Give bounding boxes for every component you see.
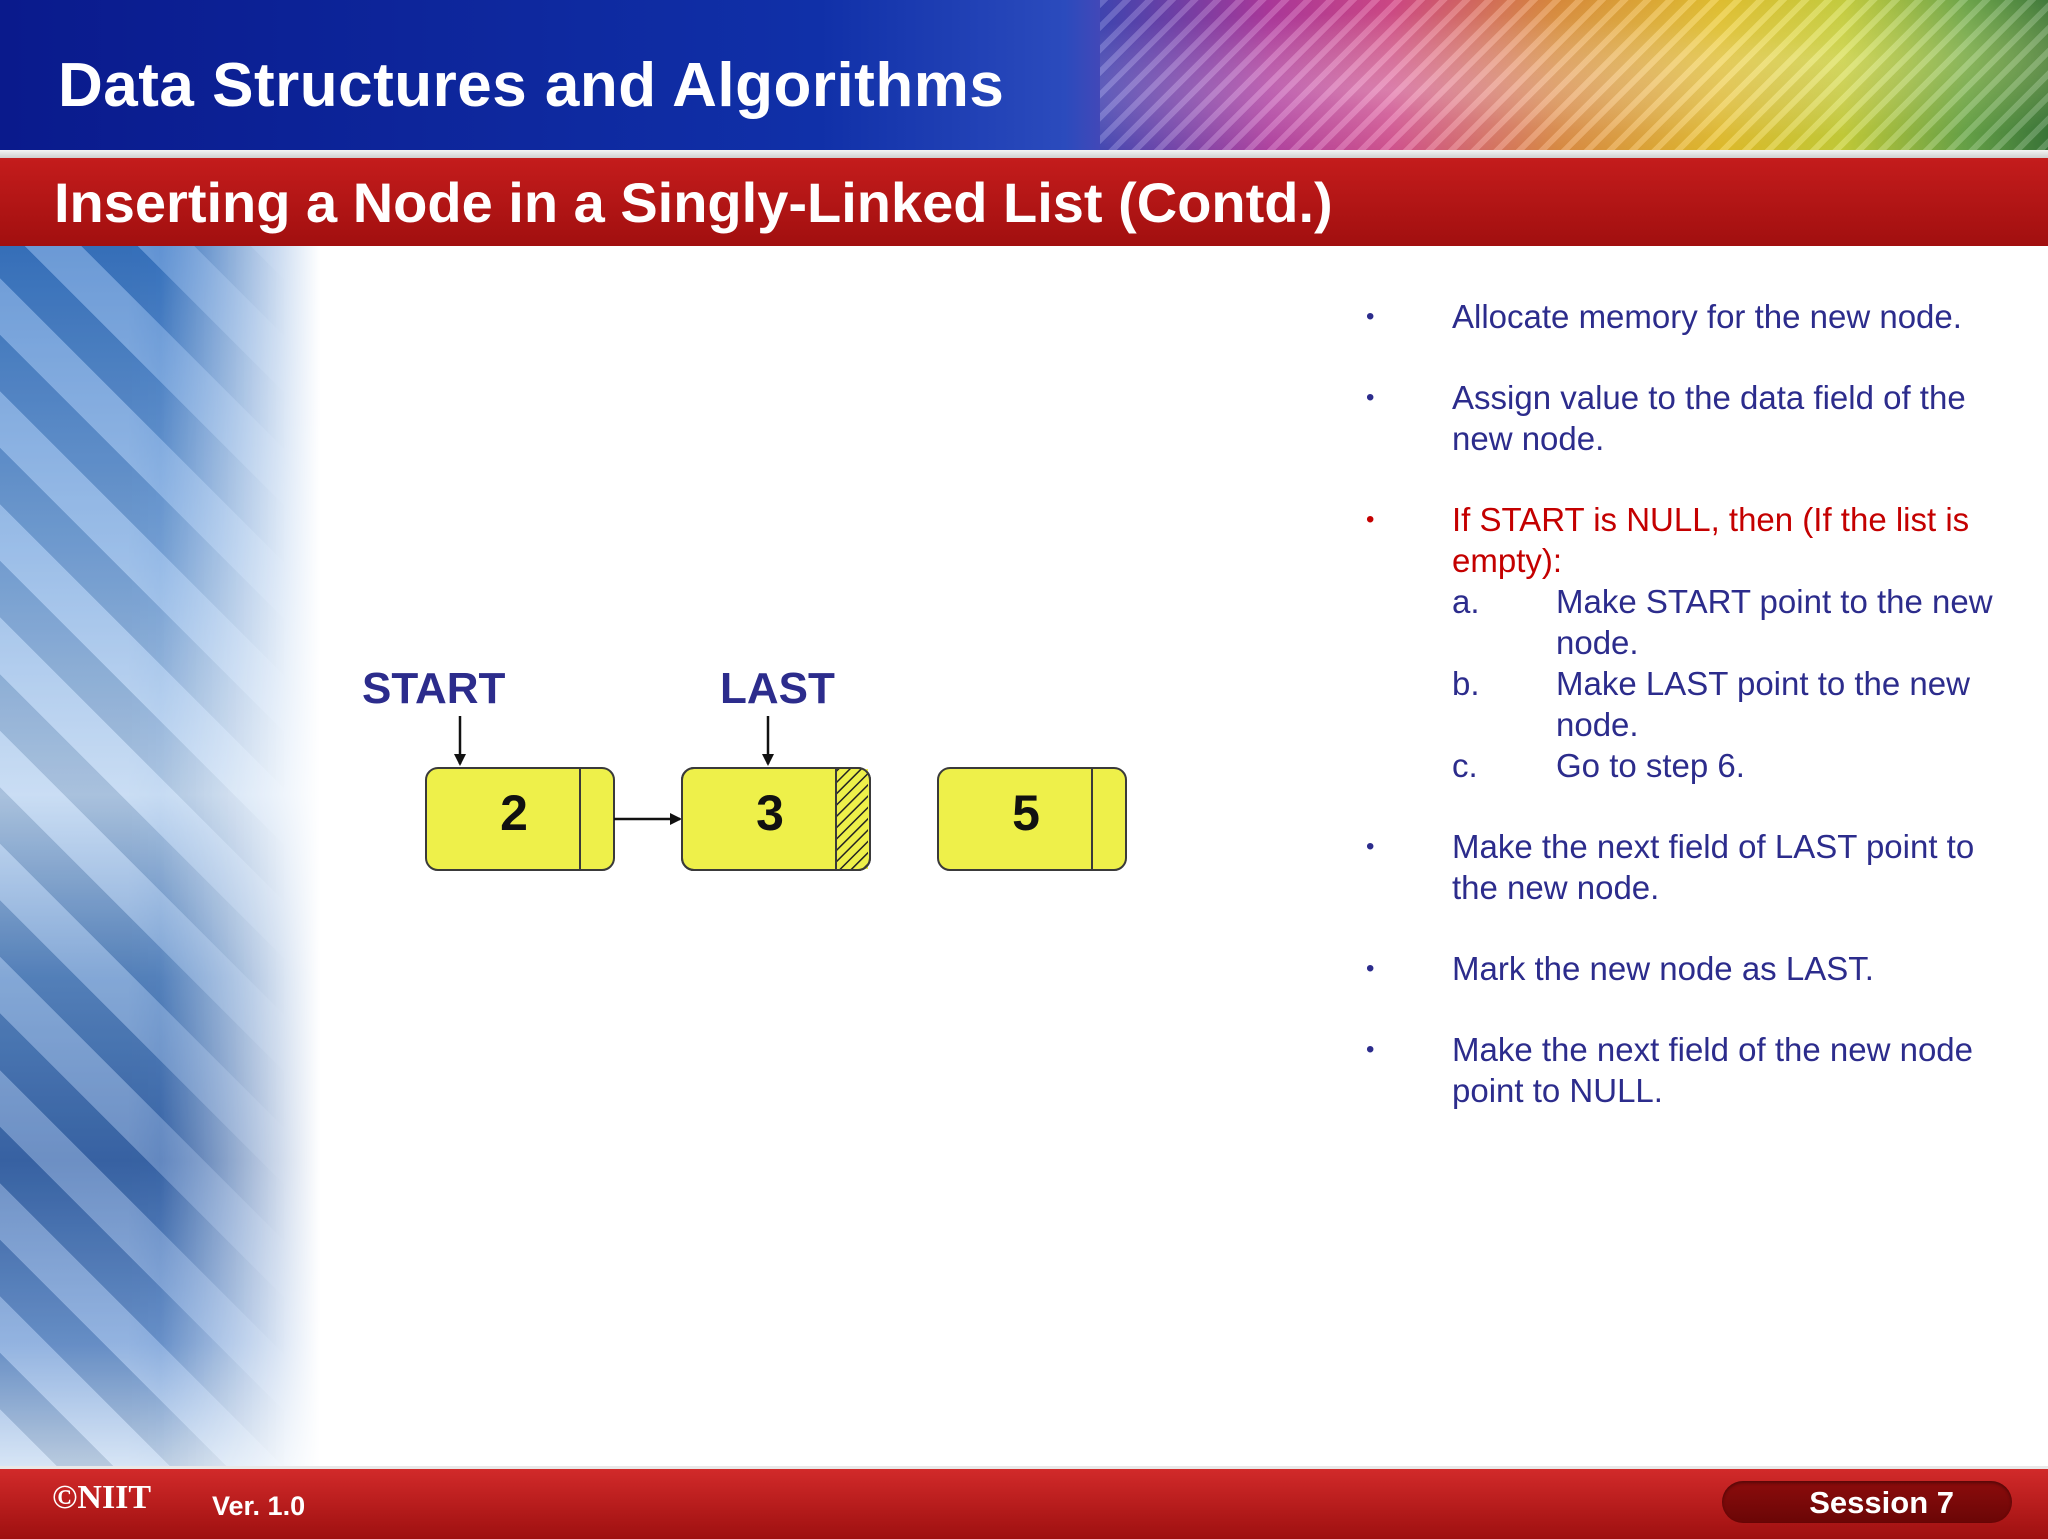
- session-label: Session 7: [1809, 1485, 1954, 1520]
- sub-step-text: Go to step 6.: [1556, 747, 1745, 784]
- step-item: [1360, 1029, 2010, 1111]
- sub-step-marker: a.: [1452, 583, 1480, 620]
- bullet-icon: •: [1366, 1036, 1375, 1063]
- null-next-field: [836, 769, 868, 869]
- bullet-icon: •: [1366, 833, 1375, 860]
- start-pointer-label: START: [362, 664, 506, 713]
- sub-step-text: Make LAST point to the new node.: [1556, 665, 1970, 743]
- step-item-current: [1360, 499, 2010, 786]
- bullet-icon: •: [1366, 384, 1375, 411]
- sub-step-item: [1452, 663, 2010, 745]
- slide-title: Inserting a Node in a Singly-Linked List (Contd.): [54, 171, 1333, 234]
- last-pointer-label: LAST: [720, 664, 835, 713]
- list-node: [426, 768, 614, 870]
- bullet-icon: •: [1366, 303, 1375, 330]
- step-item: [1360, 296, 2010, 337]
- step-item: [1360, 377, 2010, 459]
- step-text: Assign value to the data field of the new node.: [1452, 379, 1966, 457]
- sub-step-text: Make START point to the new node.: [1556, 583, 1993, 661]
- sub-step-item: [1452, 581, 2010, 663]
- step-text: Make the next field of LAST point to the new node.: [1452, 828, 1975, 906]
- sub-steps: [1360, 581, 2010, 786]
- algorithm-steps: [1360, 296, 2010, 1151]
- bullet-icon: •: [1366, 955, 1375, 982]
- new-node: [938, 768, 1126, 870]
- node-value: 5: [1012, 785, 1040, 841]
- step-text: Make the next field of the new node point to NULL.: [1452, 1031, 1974, 1109]
- version-label: Ver. 1.0: [212, 1491, 306, 1521]
- slide-footer: [0, 1466, 2048, 1539]
- step-item: [1360, 948, 2010, 989]
- list-node: [682, 768, 870, 870]
- niit-logo: ©NIIT: [52, 1479, 152, 1516]
- node-value: 2: [500, 785, 528, 841]
- bullet-icon: •: [1366, 506, 1375, 533]
- step-text: Mark the new node as LAST.: [1452, 950, 1874, 987]
- sub-step-item: [1452, 745, 2010, 786]
- step-text: Allocate memory for the new node.: [1452, 298, 1962, 335]
- node-value: 3: [756, 785, 784, 841]
- sub-step-marker: c.: [1452, 747, 1478, 784]
- course-title: Data Structures and Algorithms: [58, 51, 1005, 120]
- sub-step-marker: b.: [1452, 665, 1480, 702]
- step-text: If START is NULL, then (If the list is empty):: [1452, 501, 1970, 579]
- session-badge: [1722, 1481, 2012, 1523]
- step-item: [1360, 826, 2010, 908]
